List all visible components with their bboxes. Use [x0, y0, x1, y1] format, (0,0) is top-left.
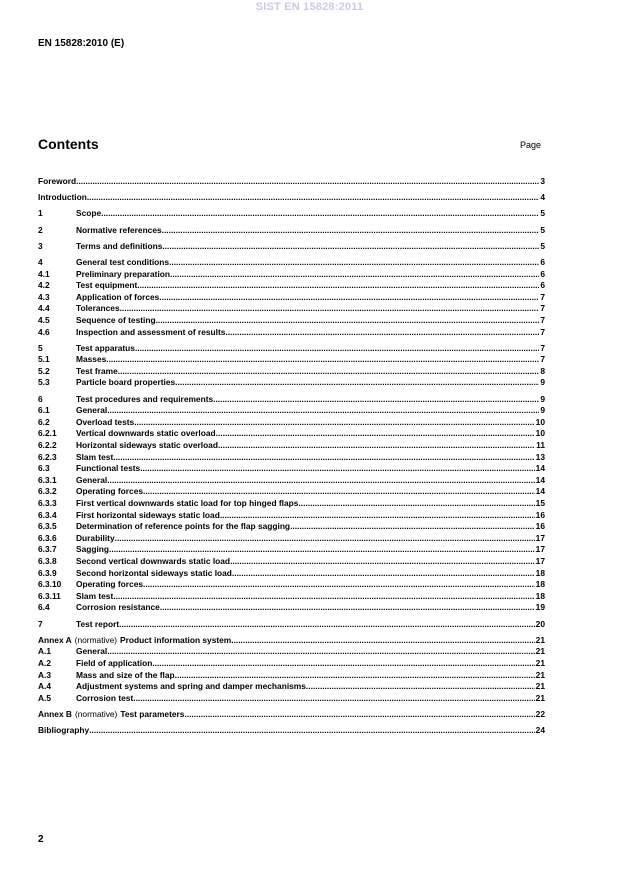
toc-dot-leader: [140, 463, 534, 475]
toc-annex-label: Annex B: [38, 708, 72, 719]
toc-entry[interactable]: [38, 533, 545, 545]
toc-entry-title: Normative references: [76, 224, 162, 235]
toc-entry-number: 6.3.11: [38, 590, 61, 601]
toc-entry-number: 6.3.5: [38, 521, 57, 532]
toc-dot-leader: [160, 602, 535, 614]
toc-entry-title: Tolerances: [76, 303, 120, 314]
toc-dot-leader: [220, 510, 535, 522]
toc-entry-number: 6.3.10: [38, 579, 62, 590]
toc-entry-number: A.4: [38, 681, 52, 692]
toc-entry[interactable]: [38, 417, 545, 429]
toc-entry[interactable]: [38, 475, 545, 487]
toc-entry[interactable]: [38, 303, 545, 315]
toc-entry-number: 6.3.2: [38, 486, 57, 497]
toc-entry-page: 20: [535, 618, 545, 629]
toc-dot-leader: [159, 292, 539, 304]
toc-dot-leader: [298, 498, 534, 510]
toc-entry-number: 6.3.9: [38, 567, 57, 578]
toc-entry-title: Introduction: [38, 192, 87, 203]
toc-entry-page: 7: [540, 303, 545, 314]
toc-entry[interactable]: [38, 428, 545, 440]
toc-dot-leader: [137, 280, 539, 292]
toc-entry-title: Test equipment: [76, 280, 138, 291]
toc-dot-leader: [216, 428, 535, 440]
toc-entry-page: 17: [535, 544, 545, 555]
toc-dot-leader: [169, 257, 539, 269]
toc-entry-number: 3: [38, 240, 43, 251]
toc-entry-number: 4.6: [38, 326, 50, 337]
document-id: EN 15828:2010 (E): [38, 38, 125, 49]
toc-entry-title: Adjustment systems and spring and damper mechanisms: [76, 681, 306, 692]
toc-entry-title: Scope: [76, 208, 102, 219]
toc-entry-title: Application of forces: [76, 291, 160, 302]
toc-entry[interactable]: [38, 579, 545, 591]
toc-entry-title: Horizontal sideways static overload: [76, 440, 218, 451]
toc-dot-leader: [113, 591, 534, 603]
toc-entry-page: 19: [535, 602, 545, 613]
toc-entry-page: 14: [535, 463, 545, 474]
toc-entry-page: 10: [535, 428, 545, 439]
toc-entry-number: 6.2.2: [38, 440, 57, 451]
toc-entry-title: General: [76, 646, 108, 657]
toc-dot-leader: [118, 366, 540, 378]
toc-entry[interactable]: [38, 725, 545, 737]
toc-entry-number: 4.2: [38, 280, 50, 291]
toc-entry-title: Inspection and assessment of results: [76, 326, 226, 337]
toc-entry-title: Slam test: [76, 451, 114, 462]
toc-entry-title: General test conditions: [76, 256, 170, 267]
toc-entry-title: Test apparatus: [76, 342, 135, 353]
toc-entry-number: 6.2.3: [38, 451, 57, 462]
toc-entry-page: 16: [535, 521, 545, 532]
toc-dot-leader: [120, 303, 540, 315]
toc-annex-type: (normative): [74, 634, 118, 645]
toc-annex-type: (normative): [74, 708, 118, 719]
contents-heading: Contents: [38, 136, 99, 152]
toc-entry-page: 24: [535, 725, 545, 736]
toc-entry-page: 18: [535, 590, 545, 601]
toc-entry-title: Second horizontal sideways static load: [76, 567, 232, 578]
toc-entry-number: 6.3.1: [38, 474, 57, 485]
toc-entry-number: 6.4: [38, 602, 50, 613]
toc-entry[interactable]: [38, 556, 545, 568]
toc-dot-leader: [119, 619, 535, 631]
toc-dot-leader: [89, 725, 534, 737]
toc-entry-page: 9: [540, 377, 545, 388]
toc-entry[interactable]: [38, 354, 545, 366]
toc-entry[interactable]: [38, 486, 545, 498]
toc-entry-page: 9: [540, 393, 545, 404]
toc-dot-leader: [107, 405, 539, 417]
table-of-contents: [38, 176, 545, 737]
toc-dot-leader: [218, 440, 535, 452]
toc-entry-number: 7: [38, 618, 43, 629]
toc-entry-number: A.2: [38, 657, 52, 668]
toc-entry[interactable]: [38, 635, 545, 647]
toc-annex-label: Annex A: [38, 634, 72, 645]
toc-dot-leader: [162, 225, 540, 237]
toc-entry-page: 10: [535, 416, 545, 427]
toc-entry-title: General: [76, 474, 108, 485]
toc-entry-title: Operating forces: [76, 579, 144, 590]
toc-entry-page: 4: [540, 192, 545, 203]
toc-dot-leader: [76, 176, 539, 188]
toc-entry-number: 6.3.8: [38, 555, 57, 566]
toc-entry-title: Test parameters: [120, 708, 185, 719]
toc-entry-page: 14: [535, 486, 545, 497]
toc-entry-page: 11: [536, 440, 545, 451]
toc-entry[interactable]: [38, 257, 545, 269]
toc-entry-title: Second vertical downwards static load: [76, 555, 231, 566]
toc-dot-leader: [101, 208, 539, 220]
toc-entry-page: 18: [535, 579, 545, 590]
toc-entry[interactable]: [38, 568, 545, 580]
toc-entry[interactable]: [38, 602, 545, 614]
toc-entry[interactable]: [38, 681, 545, 693]
toc-entry-page: 7: [540, 354, 545, 365]
toc-entry-number: 5: [38, 342, 43, 353]
toc-entry-title: Corrosion test: [76, 692, 134, 703]
toc-entry-number: 5.1: [38, 354, 50, 365]
toc-dot-leader: [306, 681, 535, 693]
toc-entry-title: Masses: [76, 354, 107, 365]
toc-entry[interactable]: [38, 452, 545, 464]
toc-entry-page: 14: [535, 474, 545, 485]
toc-dot-leader: [175, 670, 535, 682]
toc-entry[interactable]: [38, 646, 545, 658]
watermark: SIST EN 15828:2011: [255, 1, 364, 13]
toc-entry-page: 13: [535, 451, 545, 462]
toc-entry-page: 21: [535, 669, 545, 680]
toc-entry-title: Field of application: [76, 657, 153, 668]
toc-entry-page: 6: [540, 268, 545, 279]
toc-entry-number: 6.1: [38, 405, 50, 416]
toc-dot-leader: [134, 417, 534, 429]
toc-entry-title: First horizontal sideways static load: [76, 509, 220, 520]
toc-entry-number: 5.3: [38, 377, 50, 388]
toc-entry-title: Slam test: [76, 590, 114, 601]
toc-entry-number: A.3: [38, 669, 52, 680]
toc-entry-number: 2: [38, 224, 43, 235]
toc-entry-title: Test report: [76, 618, 120, 629]
toc-entry-page: 5: [540, 240, 545, 251]
toc-dot-leader: [143, 486, 535, 498]
toc-dot-leader: [152, 658, 534, 670]
toc-entry[interactable]: [38, 693, 545, 705]
toc-dot-leader: [170, 269, 539, 281]
toc-dot-leader: [232, 568, 535, 580]
toc-entry-page: 7: [540, 342, 545, 353]
toc-dot-leader: [156, 315, 540, 327]
toc-entry-title: Durability: [76, 532, 115, 543]
toc-entry-title: Particle board properties: [76, 377, 176, 388]
toc-entry-title: Bibliography: [38, 725, 90, 736]
toc-entry-number: 5.2: [38, 365, 50, 376]
toc-dot-leader: [225, 327, 539, 339]
toc-entry-title: General: [76, 405, 108, 416]
toc-entry-page: 6: [540, 280, 545, 291]
toc-entry-title: Product information system: [120, 634, 232, 645]
toc-entry[interactable]: [38, 394, 545, 406]
toc-entry-number: 6.2: [38, 416, 50, 427]
toc-entry[interactable]: [38, 658, 545, 670]
toc-entry-number: 6.2.1: [38, 428, 57, 439]
toc-entry-title: Functional tests: [76, 463, 141, 474]
toc-dot-leader: [213, 394, 539, 406]
toc-entry[interactable]: [38, 176, 545, 188]
toc-entry-page: 17: [535, 532, 545, 543]
toc-dot-leader: [115, 533, 535, 545]
toc-entry[interactable]: [38, 405, 545, 417]
toc-entry[interactable]: [38, 440, 545, 452]
toc-entry-page: 17: [535, 555, 545, 566]
toc-dot-leader: [231, 635, 534, 647]
toc-entry-page: 18: [535, 567, 545, 578]
toc-entry-page: 9: [540, 405, 545, 416]
toc-entry[interactable]: [38, 241, 545, 253]
toc-entry-title: Foreword: [38, 176, 77, 186]
toc-entry[interactable]: [38, 208, 545, 220]
toc-entry-title: Sagging: [76, 544, 110, 555]
toc-dot-leader: [109, 544, 535, 556]
toc-dot-leader: [106, 354, 539, 366]
toc-entry[interactable]: [38, 544, 545, 556]
toc-entry[interactable]: [38, 269, 545, 281]
toc-dot-leader: [113, 452, 534, 464]
toc-entry-page: 15: [535, 498, 545, 508]
toc-entry-title: Test frame: [76, 365, 118, 376]
toc-dot-leader: [143, 579, 535, 591]
toc-entry-page: 3: [540, 176, 545, 186]
toc-entry-number: 4.3: [38, 291, 50, 302]
toc-entry-title: First vertical downwards static load for top hinged flaps: [76, 498, 299, 508]
toc-entry[interactable]: [38, 366, 545, 378]
toc-entry-number: 4: [38, 256, 43, 267]
toc-entry[interactable]: [38, 510, 545, 522]
toc-entry-page: 21: [535, 634, 545, 645]
toc-entry[interactable]: [38, 192, 545, 204]
toc-entry-number: 6.3.7: [38, 544, 57, 555]
toc-dot-leader: [230, 556, 535, 568]
toc-entry-page: 7: [540, 326, 545, 337]
toc-entry[interactable]: [38, 709, 545, 721]
toc-entry-number: 6: [38, 393, 43, 404]
toc-entry[interactable]: [38, 498, 545, 510]
toc-entry-number: 4.5: [38, 314, 50, 325]
toc-dot-leader: [133, 693, 534, 705]
toc-entry-number: 4.4: [38, 303, 50, 314]
toc-dot-leader: [175, 377, 539, 389]
toc-dot-leader: [107, 475, 534, 487]
toc-entry-number: 6.3.3: [38, 498, 57, 508]
toc-entry[interactable]: [38, 327, 545, 339]
page-column-label: Page: [520, 140, 542, 150]
toc-entry[interactable]: [38, 280, 545, 292]
toc-entry-page: 7: [540, 314, 545, 325]
toc-entry-page: 5: [540, 224, 545, 235]
toc-entry[interactable]: [38, 463, 545, 475]
toc-entry-number: 1: [38, 208, 43, 219]
toc-dot-leader: [162, 241, 539, 253]
toc-entry-title: Overload tests: [76, 416, 135, 427]
toc-entry[interactable]: [38, 591, 545, 603]
toc-entry[interactable]: [38, 521, 545, 533]
toc-dot-leader: [184, 709, 534, 721]
toc-entry-title: Terms and definitions: [76, 240, 163, 251]
toc-entry-page: 22: [535, 708, 545, 719]
toc-entry-title: Sequence of testing: [76, 314, 156, 325]
toc-entry-page: 21: [535, 681, 545, 692]
toc-entry-number: A.5: [38, 692, 52, 703]
toc-entry-number: 6.3: [38, 463, 50, 474]
toc-entry[interactable]: [38, 670, 545, 682]
toc-entry-title: Corrosion resistance: [76, 602, 160, 613]
toc-entry-title: Test procedures and requirements: [76, 393, 214, 404]
toc-entry-number: 6.3.6: [38, 532, 57, 543]
toc-entry-number: A.1: [38, 646, 52, 657]
toc-entry-number: 6.3.4: [38, 509, 57, 520]
toc-entry[interactable]: [38, 225, 545, 237]
toc-entry-page: 21: [535, 657, 545, 668]
toc-entry[interactable]: [38, 315, 545, 327]
toc-entry-page: 6: [540, 256, 545, 267]
toc-entry-title: Preliminary preparation: [76, 268, 171, 279]
toc-entry-title: Mass and size of the flap: [76, 669, 175, 680]
toc-entry-number: 4.1: [38, 268, 50, 279]
toc-entry-title: Determination of reference points for the flap sagging: [76, 521, 291, 532]
toc-entry-title: Vertical downwards static overload: [76, 428, 216, 439]
toc-dot-leader: [135, 343, 539, 355]
toc-entry-page: 8: [540, 365, 545, 376]
toc-entry[interactable]: [38, 292, 545, 304]
toc-entry-page: 7: [540, 291, 545, 302]
toc-entry[interactable]: [38, 343, 545, 355]
toc-entry[interactable]: [38, 619, 545, 631]
toc-entry-page: 21: [535, 646, 545, 657]
toc-entry[interactable]: [38, 377, 545, 389]
toc-entry-page: 16: [535, 509, 545, 520]
page-number: 2: [38, 834, 44, 845]
toc-dot-leader: [87, 192, 539, 204]
toc-dot-leader: [107, 646, 534, 658]
toc-entry-page: 5: [540, 208, 545, 219]
toc-entry-page: 21: [535, 692, 545, 703]
toc-dot-leader: [290, 521, 535, 533]
toc-entry-title: Operating forces: [76, 486, 144, 497]
